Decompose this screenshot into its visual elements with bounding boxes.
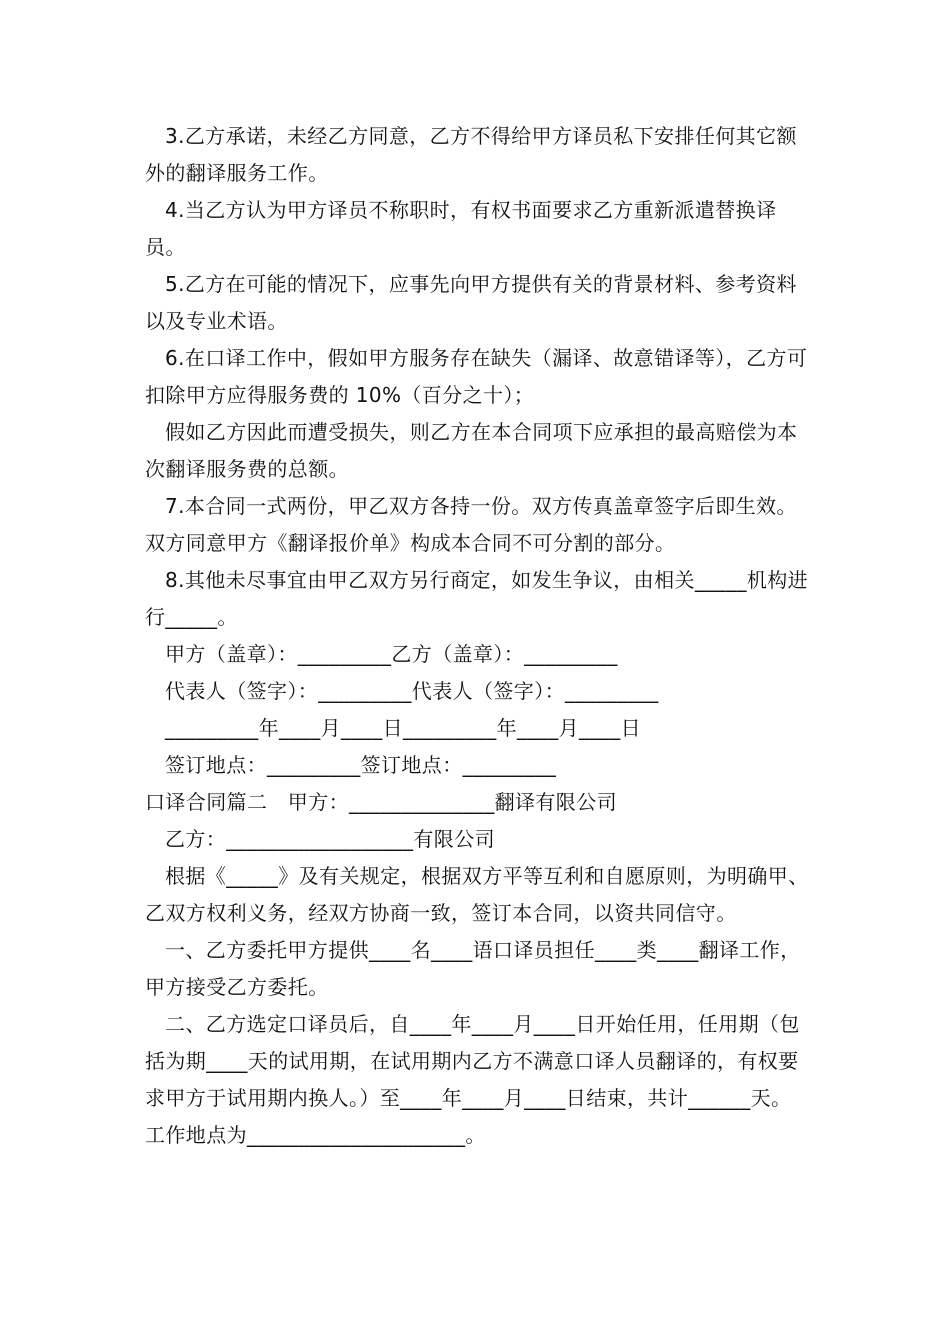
clause-7: 7.本合同一式两份，甲乙双方各持一份。双方传真盖章签字后即生效。双方同意甲方《翻译报价单》构成本合同不可分割的部分。	[145, 494, 797, 555]
clause-4: 4.当乙方认为甲方译员不称职时，有权书面要求乙方重新派遣替换译员。	[145, 198, 777, 259]
clause-6-continued: 假如乙方因此而遭受损失，则乙方在本合同项下应承担的最高赔偿为本次翻译服务费的总额。	[145, 420, 798, 481]
document-body	[145, 118, 810, 1154]
signature-place-line: 签订地点：_________签订地点：_________	[165, 753, 557, 777]
clause-8: 8.其他未尽事宜由甲乙双方另行商定，如发生争议，由相关_____机构进行_____。	[145, 568, 809, 629]
section2-party-b: 乙方：__________________有限公司	[165, 827, 495, 851]
section2-title-line: 口译合同篇二 甲方：______________翻译有限公司	[145, 790, 617, 814]
clause-5: 5.乙方在可能的情况下，应事先向甲方提供有关的背景材料、参考资料以及专业术语。	[145, 272, 797, 333]
clause-3: 3.乙方承诺，未经乙方同意，乙方不得给甲方译员私下安排任何其它额外的翻译服务工作。	[145, 124, 797, 185]
clause-6: 6.在口译工作中，假如甲方服务存在缺失（漏译、故意错译等），乙方可扣除甲方应得服务费的 10%（百分之十）；	[145, 346, 808, 407]
section2-preamble: 根据《_____》及有关规定，根据双方平等互利和自愿原则，为明确甲、乙双方权利义务，经双方协商一致，签订本合同，以资共同信守。	[145, 864, 809, 925]
signature-seal-line: 甲方（盖章）：_________乙方（盖章）：_________	[165, 642, 618, 666]
signature-representative-line: 代表人（签字）：_________代表人（签字）：_________	[165, 679, 659, 703]
signature-date-line: _________年____月____日_________年____月____日	[165, 716, 641, 740]
section2-article-2: 二、乙方选定口译员后，自____年____月____日开始任用，任用期（包括为期____天的试用期，在试用期内乙方不满意口译人员翻译的，有权要求甲方于试用期内换人。）至____年____月____日结束，共计______天。工作地点为_____________________。	[145, 1012, 800, 1147]
section2-article-1: 一、乙方委托甲方提供____名____语口译员担任____类____翻译工作，甲方接受乙方委托。	[145, 938, 801, 999]
